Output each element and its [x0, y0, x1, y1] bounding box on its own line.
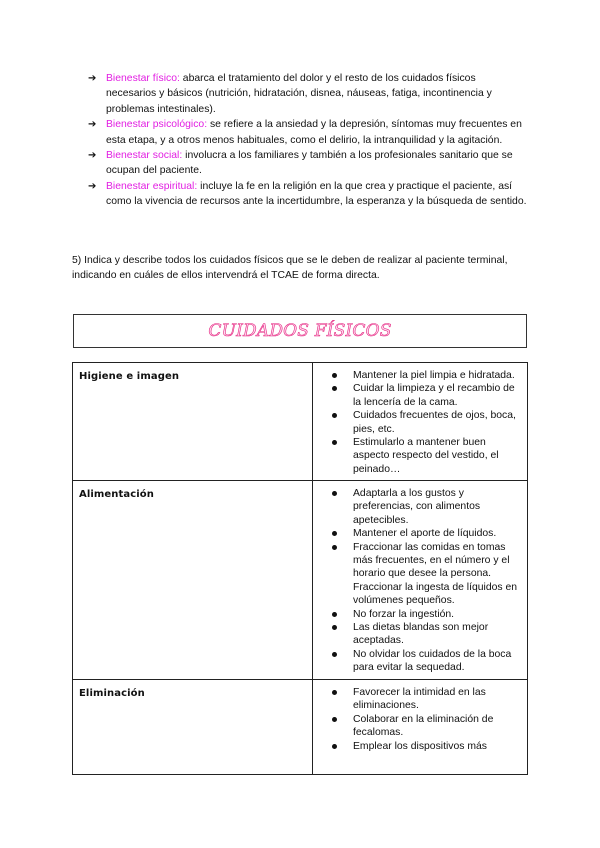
care-item: Las dietas blandas son mejor aceptadas.	[353, 621, 521, 648]
arrow-icon: ➔	[88, 119, 97, 131]
category-cell: Alimentación	[73, 481, 313, 680]
care-item: No olvidar los cuidados de la boca para evitar la sequedad.	[353, 648, 521, 675]
table-title: CUIDADOS FÍSICOS	[208, 321, 392, 341]
care-item: Cuidar la limpieza y el recambio de la lencería de la cama.	[353, 382, 521, 409]
category-cell: Higiene e imagen	[73, 363, 313, 481]
category-cell: Eliminación	[73, 680, 313, 775]
wellbeing-item	[88, 148, 528, 179]
question-text: 5) Indica y describe todos los cuidados físicos que se le deben de realizar al paciente terminal, indicando en cuáles de ellos intervendrá el TCAE de forma directa.	[72, 255, 508, 282]
care-list	[313, 369, 521, 476]
care-item: Estimularlo a mantener buen aspecto respecto del vestido, el peinado…	[353, 436, 521, 476]
items-cell	[313, 680, 528, 775]
table-row	[73, 481, 528, 680]
items-cell	[313, 363, 528, 481]
wellbeing-term: Bienestar físico:	[106, 73, 180, 84]
care-item: Fraccionar las comidas en tomas más frecuentes, en el número y el horario que desee la persona. Fraccionar la ingesta de líquidos en volúmenes pequeños.	[353, 541, 521, 608]
arrow-icon: ➔	[88, 73, 97, 84]
table-row	[73, 363, 528, 481]
wellbeing-text: se refiere a la ansiedad y la depresión, síntomas muy frecuentes en esta etapa, y a otros menos habituales, como el delirio, la intranquilidad y la agitación.	[106, 119, 522, 146]
table-title-box	[73, 314, 527, 348]
care-item: Colaborar en la eliminación de fecalomas.	[353, 713, 521, 740]
care-item: Cuidados frecuentes de ojos, boca, pies, etc.	[353, 409, 521, 436]
items-cell	[313, 481, 528, 680]
wellbeing-item	[88, 117, 528, 148]
care-item: No forzar la ingestión.	[353, 608, 521, 621]
wellbeing-term: Bienestar psicológico:	[106, 119, 208, 131]
care-item: Mantener la piel limpia e hidratada.	[353, 369, 521, 382]
arrow-icon: ➔	[88, 180, 97, 192]
care-item: Mantener el aporte de líquidos.	[353, 527, 521, 540]
care-item: Adaptarla a los gustos y preferencias, con alimentos apetecibles.	[353, 487, 521, 527]
care-list	[313, 686, 521, 753]
wellbeing-text: abarca el tratamiento del dolor y el resto de los cuidados físicos necesarios y básicos (nutrición, hidratación, disnea, náuseas, fatiga, incontinencia y problemas intestinales).	[106, 73, 492, 115]
care-item: Emplear los dispositivos más	[353, 740, 521, 753]
care-list	[313, 487, 521, 675]
wellbeing-item	[88, 71, 528, 117]
wellbeing-term: Bienestar social:	[106, 150, 183, 162]
table-row	[73, 680, 528, 775]
wellbeing-list	[88, 71, 528, 210]
physical-care-table	[72, 362, 528, 775]
wellbeing-term: Bienestar espiritual:	[106, 180, 198, 192]
wellbeing-text: involucra a los familiares y también a los profesionales sanitario que se ocupan del paciente.	[106, 150, 513, 177]
arrow-icon: ➔	[88, 150, 97, 162]
wellbeing-item	[88, 179, 528, 210]
wellbeing-text: incluye la fe en la religión en la que crea y practique el paciente, así como la vivencia de recursos ante la incertidumbre, la esperanza y la búsqueda de sentido.	[106, 180, 527, 208]
care-item: Favorecer la intimidad en las eliminaciones.	[353, 686, 521, 713]
